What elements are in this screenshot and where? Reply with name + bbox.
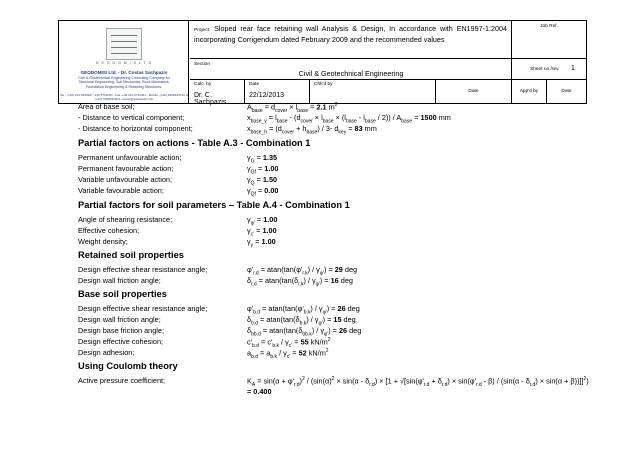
- job-ref-cell: [512, 21, 586, 59]
- dist-vertical-value: $x_{base\_v} = l_{base} - (d_{cover} \times l_{base} \times (l_{base} - l_{base} / 2)) / A_{base} = 1500$ mm: [247, 113, 451, 125]
- retained-label: Design wall friction angle;: [78, 276, 161, 285]
- calc-by-cell: [190, 80, 245, 106]
- dist-horizontal-label: - Distance to horizontal component;: [78, 124, 193, 133]
- pf-action-value: $\gamma_G = 1.35$: [247, 153, 278, 165]
- base-soil-label: Design base friction angle;: [78, 326, 164, 335]
- logo-subtitle: G E O D O M I S L T D: [95, 61, 153, 65]
- calc-by-value: Dr. C. Sachpazis: [194, 92, 227, 106]
- date-label: Date: [249, 82, 260, 87]
- pf-soil-heading: Partial factors for soil parameters – Table A.4 - Combination 1: [78, 200, 350, 210]
- job-ref-label: Job Ref.: [540, 24, 558, 29]
- base-soil-label: Design wall friction angle;: [78, 315, 161, 324]
- pf-soil-label: Effective cohesion;: [78, 226, 140, 235]
- project-text: Sloped rear face retaining wall Analysis & Design, In accordance with EN1997-1:2004 incorporating Corrigendum dated February 2009 and the recommended values: [194, 24, 508, 44]
- company-name: GEODOMISI Ltd. - Dr. Costas Sachpazis: [80, 70, 168, 75]
- retained-heading: Retained soil properties: [78, 250, 184, 260]
- pf-soil-label: Angle of shearing resistance;: [78, 215, 173, 224]
- pf-action-label: Permanent favourable action;: [78, 164, 174, 173]
- approved-by-cell: [512, 80, 547, 103]
- project-label: Project:: [194, 28, 211, 33]
- dist-horizontal-value: $x_{base\_h} = (d_{cover} + h_{base}) / 3-$ $d_{key} = 83$ mm: [247, 124, 377, 136]
- coulomb-result: = 0.400: [247, 387, 272, 396]
- dist-vertical-label: - Distance to vertical component;: [78, 113, 185, 122]
- coulomb-label: Active pressure coefficient;: [78, 376, 166, 385]
- pf-action-value: $\gamma_Q = 1.50$: [247, 175, 278, 187]
- sheet-cell: [512, 59, 586, 80]
- retained-value: $\delta_{r.d} = atan(\tan(\delta_{r.k}) / \gamma_{\varphi'}) = 16$ deg: [247, 276, 353, 288]
- pf-action-value: $\gamma_{Gf} = 1.00$: [247, 164, 279, 176]
- checked-by-label: Chk'd by: [314, 82, 333, 87]
- company-line: Foundation Engineering & Retaining Structures.: [85, 84, 163, 89]
- section-label: Section: [194, 62, 210, 67]
- base-area-label: Area of base soil;: [78, 102, 135, 111]
- company-line: Civil & Geotechnical Engineering Consulting Company for: [78, 76, 170, 80]
- base-soil-value: $\varphi'_{b.d} = atan(\tan(\varphi'_{b.k}) / \gamma_{\varphi'}) = 26$ deg: [247, 304, 360, 316]
- retained-label: Design effective shear resistance angle;: [78, 265, 208, 274]
- base-heading: Base soil properties: [78, 289, 167, 299]
- section-value: Civil & Geotechnical Engineering: [298, 69, 404, 78]
- pf-soil-value: $\gamma_\gamma = 1.00$: [247, 237, 276, 249]
- company-contact: Tel.: (+30) 210 5238127, 210 5711263 - Fax.:+30 210 5711461 - Mobile: (+30) 6936425722 & (+44) 7585939944, costas@sachpazis.info: [60, 93, 188, 101]
- checked-by-cell: [310, 80, 436, 103]
- check-date-cell: [436, 80, 512, 103]
- pf-soil-label: Weight density;: [78, 237, 128, 246]
- pf-action-label: Variable favourable action;: [78, 186, 164, 195]
- pf-action-label: Permanent unfavourable action;: [78, 153, 182, 162]
- company-line: Structural Engineering, Soil Mechanics, Rock Mechanics,: [78, 80, 170, 85]
- pf-action-value: $\gamma_{Qf} = 0.00$: [247, 186, 279, 198]
- calc-by-label: Calc. by: [194, 82, 212, 87]
- base-soil-value: $\delta_{b.d} = atan(\tan(\delta_{b.k}) / \gamma_{\varphi'}) = 15$ deg: [247, 315, 356, 327]
- check-date-label: Date: [468, 89, 479, 94]
- sheet-label: Sheet no./rev.: [530, 67, 560, 72]
- section-cell: [190, 59, 512, 80]
- header-table: [58, 20, 587, 104]
- approved-by-label: App'd by: [519, 89, 539, 94]
- base-soil-value: $a_{b.d} = a_{b.k} / \gamma_{c'} = 52$ $kN/m^2$: [247, 348, 329, 360]
- date-cell: [245, 80, 310, 103]
- company-logo: [106, 28, 142, 60]
- pf-actions-heading: Partial factors on actions - Table A.3 - Combination 1: [78, 138, 311, 148]
- retained-value: $\varphi'_{r.d} = atan(\tan(\varphi'_{r.k}) / \gamma_{\varphi'}) = 29$ deg: [247, 265, 358, 277]
- pf-action-label: Variable unfavourable action;: [78, 175, 172, 184]
- base-soil-value: $\delta_{bb.d} = atan(\tan(\delta_{bb.k}) / \gamma_{\varphi'}) = 26$ deg: [247, 326, 362, 338]
- base-area-value: $A_{base} = d_{cover} \times l_{base} = 2.1$ $m^2$: [247, 102, 338, 114]
- approve-date-cell: [547, 80, 586, 103]
- base-soil-label: Design effective cohesion;: [78, 337, 164, 346]
- pf-soil-value: $\gamma_{\varphi'} = 1.00$: [247, 215, 278, 227]
- coulomb-formula: $K_A = \sin(\alpha + \varphi'_{r.d})^2 / (\sin(\alpha)^2 \times \sin(\alpha - \delta_{r.d}) \times [1 + √[\sin(\varphi'_{r.d} + \delta_{r.d}) \times \sin(\varphi'_{r.d} - \beta) / (\sin(\alpha - \delta_{r.d}) \times \sin(\alpha + \beta))]]^2)$: [247, 376, 589, 388]
- date-value: 22/12/2013: [249, 92, 285, 99]
- coulomb-heading: Using Coulomb theory: [78, 361, 178, 371]
- pf-soil-value: $\gamma_{c'} = 1.00$: [247, 226, 277, 238]
- company-logo-block: [59, 21, 189, 103]
- approve-date-label: Date: [561, 89, 572, 94]
- base-soil-value: $c'_{b.d} = c'_{b.k} / \gamma_{c'} = 55$ $kN/m^2$: [247, 337, 331, 349]
- sheet-value: 1: [571, 65, 575, 72]
- project-cell: [190, 21, 512, 59]
- company-description: [59, 76, 189, 89]
- base-soil-label: Design effective shear resistance angle;: [78, 304, 208, 313]
- base-soil-label: Design adhesion;: [78, 348, 135, 357]
